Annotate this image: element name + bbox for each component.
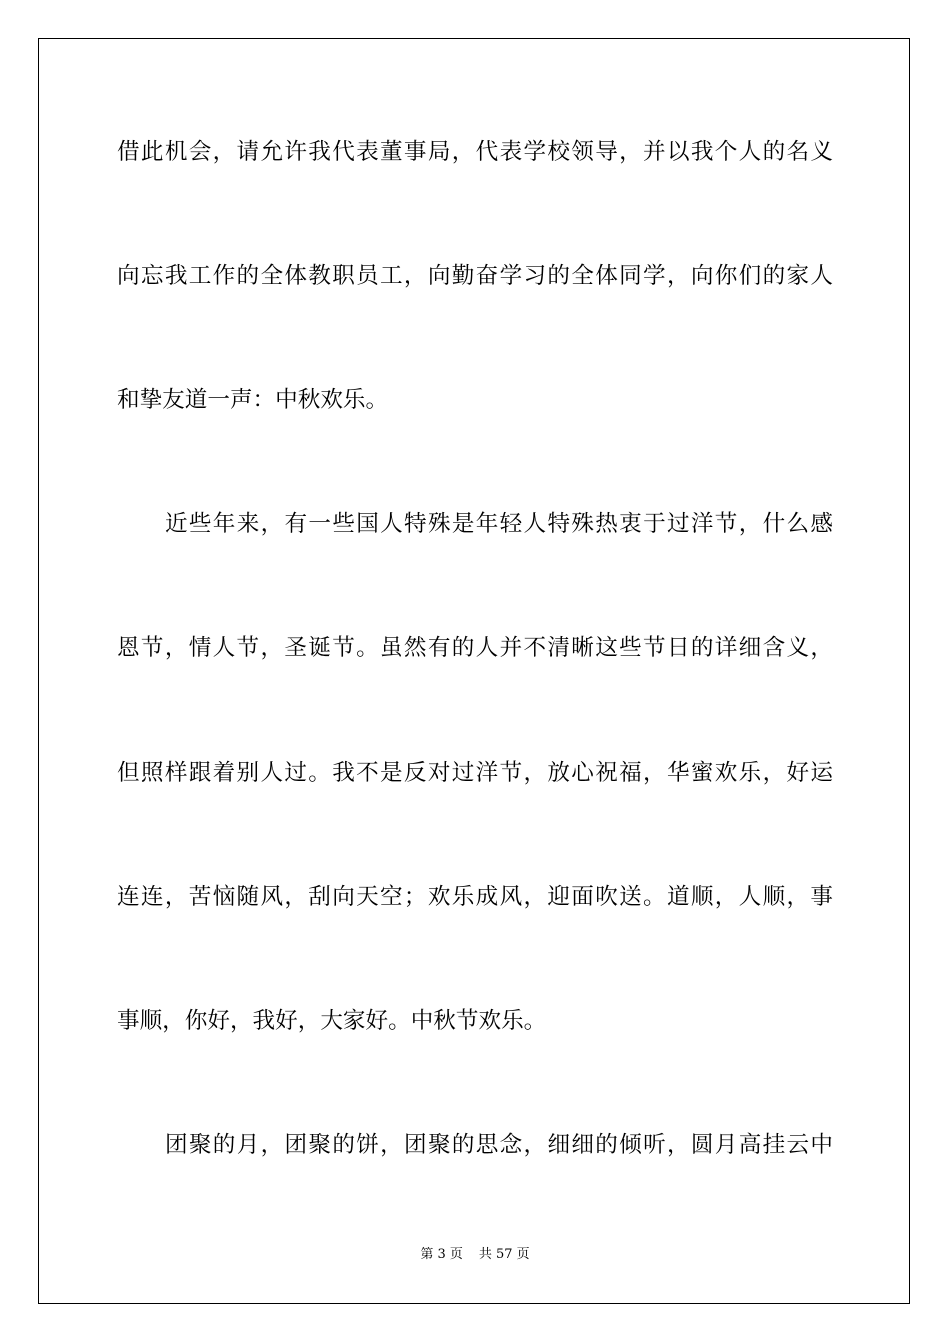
- total-pages: 共 57 页: [478, 1247, 530, 1262]
- paragraph-line: 恩节，情人节，圣诞节。虽然有的人并不清晰这些节日的详细含义，: [117, 635, 833, 661]
- page-border: [38, 38, 910, 1304]
- paragraph-line: 近些年来，有一些国人特殊是年轻人特殊热衷于过洋节，什么感: [165, 511, 833, 537]
- paragraph-line: 和挚友道一声：中秋欢乐。: [117, 387, 389, 413]
- page-footer: [0, 1246, 950, 1264]
- paragraph-line: 事顺，你好，我好，大家好。中秋节欢乐。: [117, 1008, 547, 1034]
- page-number: 第 3 页: [420, 1247, 463, 1262]
- paragraph-line: 团聚的月，团聚的饼，团聚的思念，细细的倾听，圆月高挂云中: [165, 1132, 833, 1158]
- paragraph-line: 连连，苦恼随风，刮向天空；欢乐成风，迎面吹送。道顺，人顺，事: [117, 884, 833, 910]
- paragraph-line: 向忘我工作的全体教职员工，向勤奋学习的全体同学，向你们的家人: [117, 263, 833, 289]
- paragraph-line: 借此机会，请允许我代表董事局，代表学校领导，并以我个人的名义: [117, 139, 833, 165]
- paragraph-line: 但照样跟着别人过。我不是反对过洋节，放心祝福，华蜜欢乐，好运: [117, 760, 833, 786]
